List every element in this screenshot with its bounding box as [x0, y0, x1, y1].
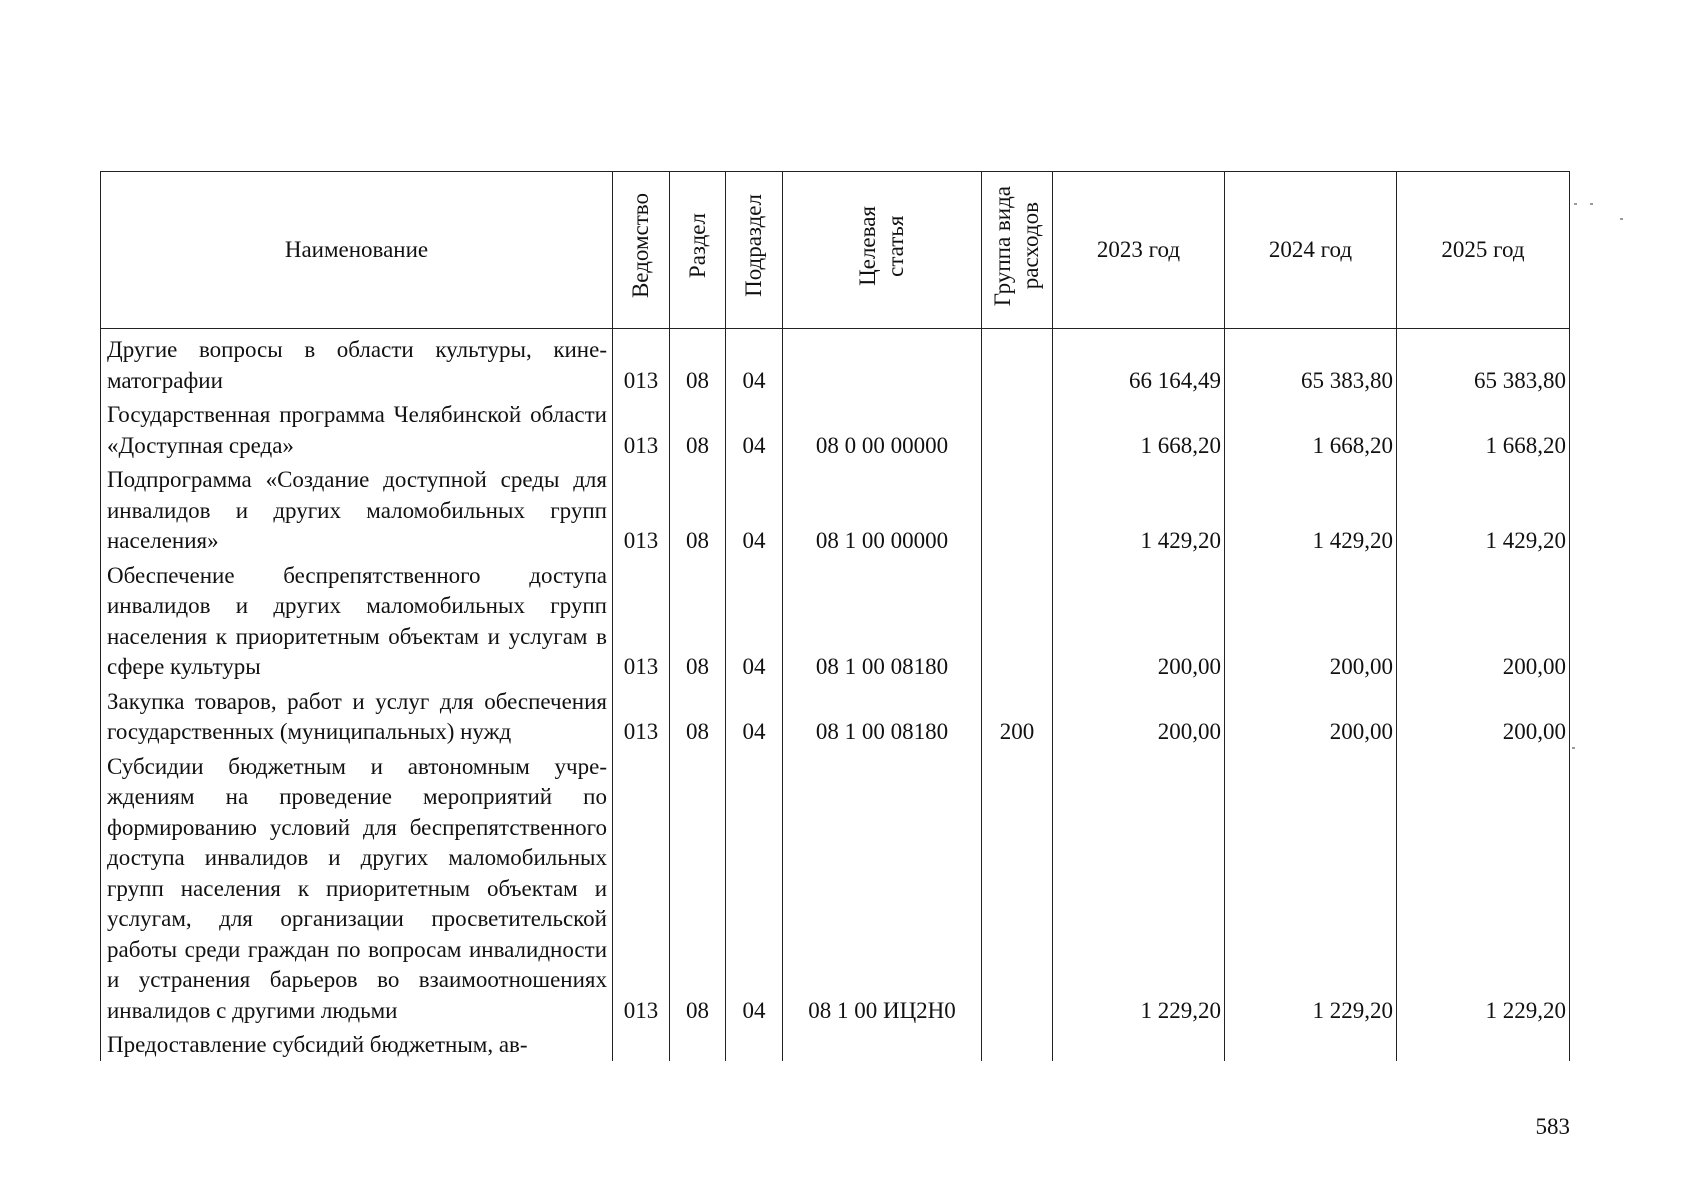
row-name: Субсидии бюджетным и автономным учреждениям на проведение мероприятий по формированию условий для беспрепятственного доступа инвалидов и других маломобильных групп населения к приоритетным объектам и услугам, для организации просветительской работы среди граждан по вопросам инвалидности и устранения барьеров во взаимоотношениях инвалидов с другими людьми — [101, 748, 613, 1027]
row-celevaya-statya — [783, 1026, 982, 1061]
row-gruppa — [982, 557, 1053, 683]
header-gruppa-vida-rashodov: Группа вида расходов — [982, 172, 1053, 329]
row-value-2025: 1 229,20 — [1397, 748, 1570, 1027]
row-podrazdel: 04 — [726, 683, 783, 748]
row-name: Государственная программа Челябинской области «Доступная среда» — [101, 396, 613, 461]
header-year-2024: 2024 год — [1225, 172, 1397, 329]
table-row — [101, 329, 1570, 397]
table-body — [101, 329, 1570, 1061]
row-vedomstvo: 013 — [613, 683, 670, 748]
row-razdel: 08 — [670, 748, 726, 1027]
row-razdel: 08 — [670, 557, 726, 683]
header-celevaya-statya: Целевая статья — [783, 172, 982, 329]
row-celevaya-statya: 08 0 00 00000 — [783, 396, 982, 461]
row-vedomstvo: 013 — [613, 329, 670, 397]
row-value-2023: 1 229,20 — [1053, 748, 1225, 1027]
page-number: 583 — [1535, 1114, 1570, 1139]
header-year-2025: 2025 год — [1397, 172, 1570, 329]
row-name: Обеспечение беспрепятственного доступа инвалидов и других маломобильных групп населения к приоритетным объектам и услугам в сфере культуры — [101, 557, 613, 683]
row-celevaya-statya — [783, 329, 982, 397]
row-value-2024 — [1225, 1026, 1397, 1061]
row-value-2024: 1 668,20 — [1225, 396, 1397, 461]
row-value-2024: 200,00 — [1225, 683, 1397, 748]
row-name: Подпрограмма «Создание доступной среды для инвалидов и других маломобильных групп населения» — [101, 461, 613, 557]
row-name: Предоставление субсидий бюджетным, ав- — [101, 1026, 613, 1061]
row-celevaya-statya: 08 1 00 00000 — [783, 461, 982, 557]
row-podrazdel: 04 — [726, 396, 783, 461]
scan-speck — [1620, 218, 1623, 220]
row-value-2024: 65 383,80 — [1225, 329, 1397, 397]
row-podrazdel: 04 — [726, 748, 783, 1027]
header-podrazdel: Подраздел — [726, 172, 783, 329]
row-gruppa — [982, 748, 1053, 1027]
row-podrazdel: 04 — [726, 557, 783, 683]
row-value-2023: 200,00 — [1053, 557, 1225, 683]
row-value-2023 — [1053, 1026, 1225, 1061]
row-value-2025: 65 383,80 — [1397, 329, 1570, 397]
row-vedomstvo: 013 — [613, 396, 670, 461]
row-value-2023: 200,00 — [1053, 683, 1225, 748]
scan-speck — [1572, 747, 1575, 749]
row-razdel — [670, 1026, 726, 1061]
scan-speck — [1590, 203, 1593, 205]
row-value-2025: 1 668,20 — [1397, 396, 1570, 461]
table-row — [101, 557, 1570, 683]
row-gruppa — [982, 1026, 1053, 1061]
row-podrazdel: 04 — [726, 329, 783, 397]
table-header — [101, 172, 1570, 329]
header-razdel: Раздел — [670, 172, 726, 329]
row-vedomstvo: 013 — [613, 748, 670, 1027]
header-row — [101, 172, 1570, 329]
row-razdel: 08 — [670, 329, 726, 397]
header-vedomstvo: Ведомство — [613, 172, 670, 329]
table-row — [101, 461, 1570, 557]
row-name: Другие вопросы в области культуры, кинематографии — [101, 329, 613, 397]
row-gruppa — [982, 396, 1053, 461]
row-podrazdel — [726, 1026, 783, 1061]
row-value-2024: 1 429,20 — [1225, 461, 1397, 557]
row-gruppa — [982, 329, 1053, 397]
scan-speck — [1574, 203, 1577, 205]
table-row — [101, 748, 1570, 1027]
row-podrazdel: 04 — [726, 461, 783, 557]
row-value-2025: 200,00 — [1397, 683, 1570, 748]
row-razdel: 08 — [670, 396, 726, 461]
row-gruppa — [982, 461, 1053, 557]
row-gruppa: 200 — [982, 683, 1053, 748]
table-row — [101, 1026, 1570, 1061]
row-vedomstvo — [613, 1026, 670, 1061]
header-name: Наименование — [101, 172, 613, 329]
row-razdel: 08 — [670, 461, 726, 557]
row-name: Закупка товаров, работ и услуг для обеспечения государственных (муниципальных) нужд — [101, 683, 613, 748]
table-row — [101, 396, 1570, 461]
row-celevaya-statya: 08 1 00 08180 — [783, 557, 982, 683]
row-razdel: 08 — [670, 683, 726, 748]
table-row — [101, 683, 1570, 748]
row-value-2023: 66 164,49 — [1053, 329, 1225, 397]
row-value-2023: 1 429,20 — [1053, 461, 1225, 557]
header-year-2023: 2023 год — [1053, 172, 1225, 329]
row-value-2024: 1 229,20 — [1225, 748, 1397, 1027]
row-celevaya-statya: 08 1 00 ИЦ2Н0 — [783, 748, 982, 1027]
row-value-2024: 200,00 — [1225, 557, 1397, 683]
row-celevaya-statya: 08 1 00 08180 — [783, 683, 982, 748]
row-value-2023: 1 668,20 — [1053, 396, 1225, 461]
row-value-2025: 200,00 — [1397, 557, 1570, 683]
row-value-2025 — [1397, 1026, 1570, 1061]
row-value-2025: 1 429,20 — [1397, 461, 1570, 557]
budget-table — [100, 171, 1570, 1061]
row-vedomstvo: 013 — [613, 461, 670, 557]
row-vedomstvo: 013 — [613, 557, 670, 683]
